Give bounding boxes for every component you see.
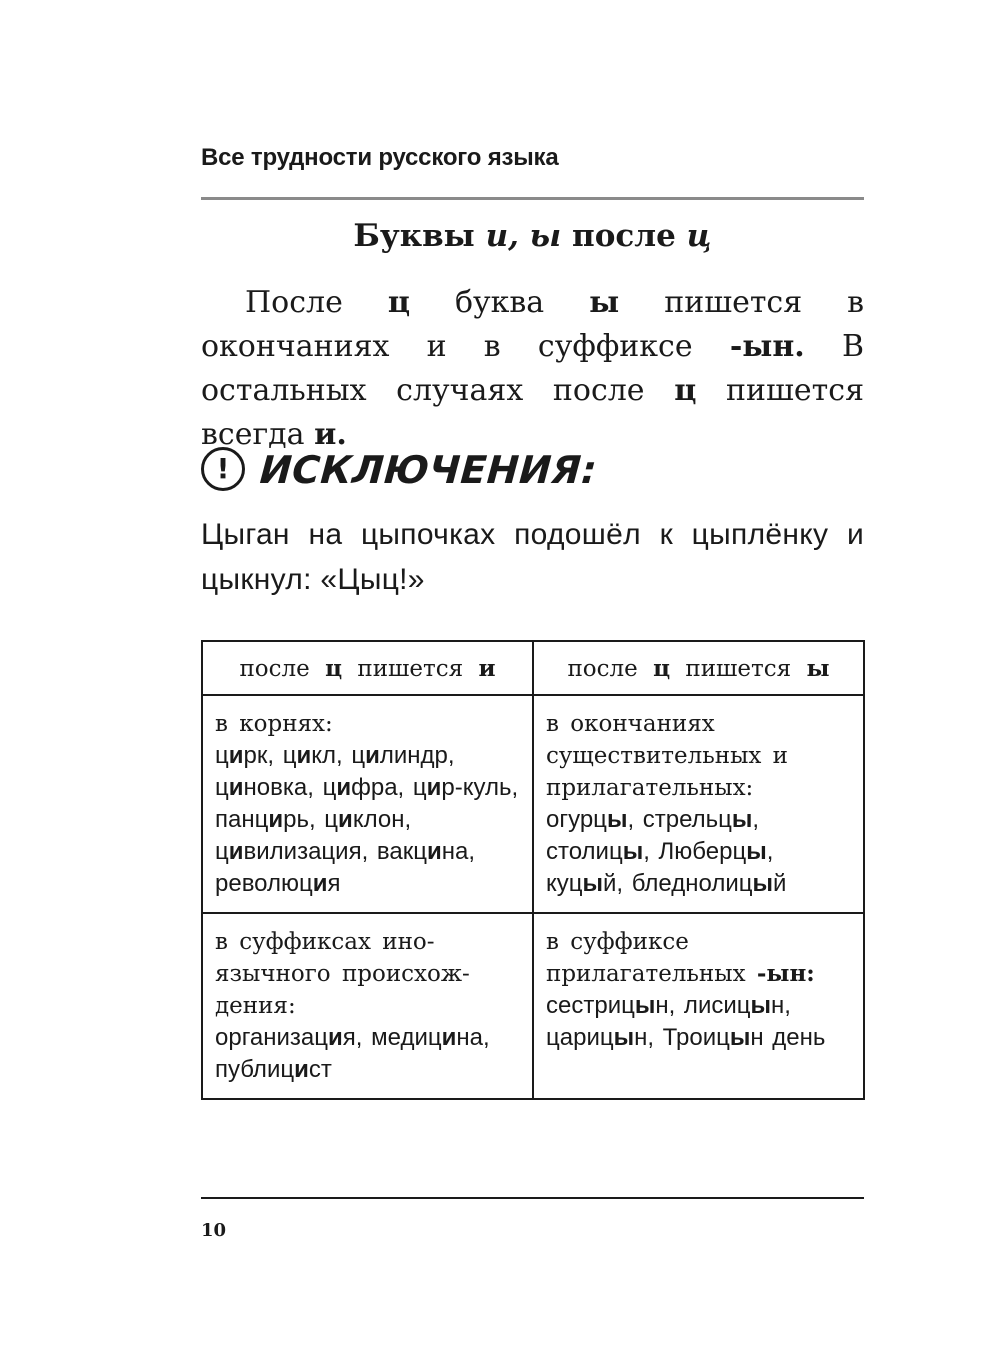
rule-bold: -ын. <box>729 329 805 364</box>
example-text: кл, ц <box>311 742 366 769</box>
example-text: клон, ц <box>215 806 412 865</box>
highlight-letter: и <box>336 774 352 801</box>
rule-text: В остальных случаях после <box>201 329 864 408</box>
highlight-letter: ы <box>613 1024 635 1051</box>
header-bold: и <box>478 654 496 682</box>
example-text: новка, ц <box>243 774 337 801</box>
example-text: линдр, ц <box>215 742 455 801</box>
header-text: пишется <box>342 655 479 682</box>
highlight-letter: и <box>228 742 244 769</box>
highlight-letter: и <box>441 1024 457 1051</box>
example-text: , Люберц <box>643 838 747 865</box>
highlight-letter: ы <box>606 806 628 833</box>
cell-suffix-yn <box>533 913 864 1099</box>
lead-bold: -ын: <box>756 960 815 987</box>
highlight-letter: ы <box>622 838 644 865</box>
page-number: 10 <box>201 1220 227 1241</box>
example-text: организац <box>215 1024 329 1051</box>
example-text: , столиц <box>546 806 760 865</box>
example-text: на, революц <box>215 838 476 897</box>
highlight-letter: ы <box>634 992 656 1019</box>
example-text: сестриц <box>546 992 635 1019</box>
highlight-letter: ы <box>746 838 767 865</box>
example-text: н день <box>750 1024 826 1051</box>
rule-bold: ц <box>387 285 410 320</box>
header-text: пишется <box>670 655 807 682</box>
rule-bold: и. <box>314 417 347 452</box>
example-text: н, лисиц <box>655 992 751 1019</box>
header-bold: ы <box>806 654 830 682</box>
highlight-letter: и <box>426 774 442 801</box>
highlight-letter: и <box>427 838 442 865</box>
example-text: на, публиц <box>215 1024 490 1083</box>
highlight-letter: и <box>268 806 284 833</box>
example-text: рк, ц <box>243 742 297 769</box>
highlight-letter: и <box>294 1056 309 1083</box>
rule-text: После <box>245 285 388 320</box>
header-bold: ц <box>653 654 671 682</box>
rule-text: буква <box>409 285 590 320</box>
cell-lead <box>215 926 520 1022</box>
highlight-letter: ы <box>750 992 771 1019</box>
exceptions-text: Цыган на цыпочках подошёл к цыплёнку и цыкнул: «Цыц!» <box>201 518 864 596</box>
highlight-letter: ы <box>729 1024 751 1051</box>
heading-part: после <box>561 218 687 254</box>
exclamation-circle-icon: ! <box>201 447 245 491</box>
example-text: ст <box>308 1056 332 1083</box>
rule-paragraph <box>201 281 864 457</box>
highlight-letter: и <box>338 806 353 833</box>
rule-text: пишется всегда <box>201 373 864 452</box>
example-text: я <box>327 870 341 897</box>
example-text: н, Троиц <box>634 1024 730 1051</box>
cell-examples <box>215 1022 520 1086</box>
header-text: после <box>239 655 326 682</box>
rule-bold: ц <box>674 373 697 408</box>
header-bold: ц <box>325 654 343 682</box>
section-heading <box>201 218 864 254</box>
example-text: р-куль, панц <box>215 774 519 833</box>
example-text: вилизация, вакц <box>243 838 427 865</box>
example-text: й, бледнолиц <box>603 870 753 897</box>
cell-examples <box>546 804 851 900</box>
highlight-letter: и <box>365 742 380 769</box>
highlight-letter: и <box>296 742 312 769</box>
cell-endings <box>533 695 864 913</box>
page-title: Все трудности русского языка <box>201 144 559 171</box>
example-text: я, медиц <box>342 1024 442 1051</box>
example-text: рь, ц <box>283 806 339 833</box>
header-cell-i <box>202 641 533 695</box>
highlight-letter: и <box>328 1024 343 1051</box>
example-text: фра, ц <box>351 774 427 801</box>
header-cell-y <box>533 641 864 695</box>
highlight-letter: и <box>312 870 328 897</box>
example-text: н, цариц <box>546 992 791 1051</box>
lead-text: в корнях: <box>215 711 333 737</box>
header-divider <box>201 197 864 200</box>
cell-lead <box>546 708 851 804</box>
highlight-letter: ы <box>752 870 773 897</box>
table-row <box>202 695 864 913</box>
lead-text: в окончаниях существительных и прилагательных: <box>546 711 789 801</box>
footer-divider <box>201 1197 864 1199</box>
cell-roots <box>202 695 533 913</box>
highlight-letter: и <box>228 774 244 801</box>
cell-lead <box>215 708 520 740</box>
highlight-letter: ы <box>731 806 753 833</box>
lead-text: в суффиксах ино-язычного происхож-дения: <box>215 929 470 1019</box>
cell-lead <box>546 926 851 990</box>
table-row <box>202 913 864 1099</box>
rule-bold: ы <box>589 285 620 320</box>
heading-letters: и, ы <box>485 218 562 254</box>
example-text: , куц <box>546 838 774 897</box>
rule-text: пишется в окончаниях и в суффиксе <box>201 285 865 364</box>
heading-part: Буквы <box>353 218 486 254</box>
heading-letter: ц <box>686 218 712 254</box>
example-text: й <box>772 870 787 897</box>
rules-table <box>201 640 865 1100</box>
table-header-row <box>202 641 864 695</box>
cell-suffixes-foreign <box>202 913 533 1099</box>
example-text: огурц <box>546 806 607 833</box>
cell-examples <box>546 990 851 1054</box>
exceptions-heading: ИСКЛЮЧЕНИЯ: <box>258 448 599 492</box>
example-text: , стрельц <box>627 806 732 833</box>
example-text: ц <box>215 742 229 769</box>
highlight-letter: и <box>228 838 244 865</box>
highlight-letter: ы <box>582 870 604 897</box>
header-text: после <box>567 655 654 682</box>
lead-text: в суффиксе прилагательных <box>546 929 757 987</box>
cell-examples <box>215 740 520 900</box>
